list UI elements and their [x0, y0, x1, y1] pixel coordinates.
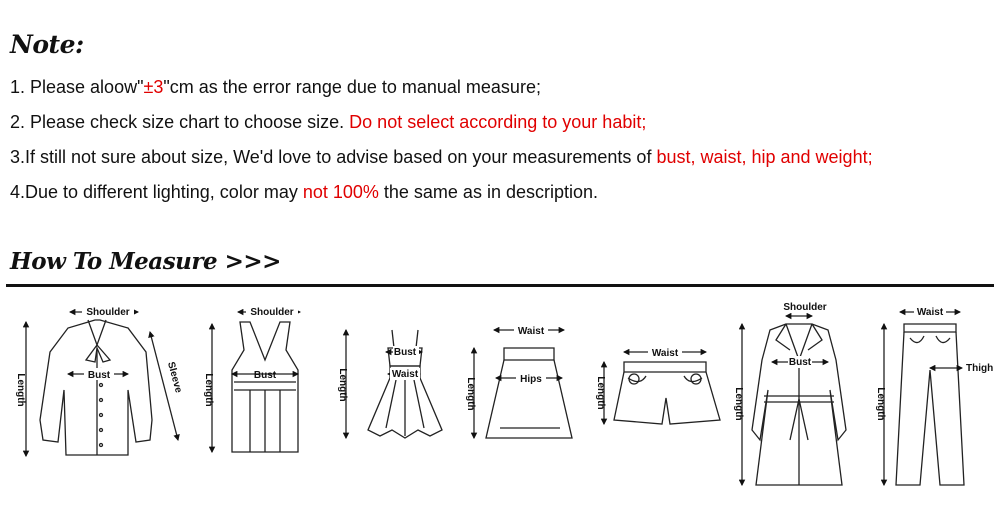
note-line-3-text-a: 3.If still not sure about size, We'd love to advise based on your measurements of — [10, 147, 657, 167]
note-line-2-text-a: 2. Please check size chart to choose size. — [10, 112, 350, 132]
pants-waist-label: Waist — [916, 307, 944, 318]
note-title: Note: — [10, 30, 84, 59]
shorts-length-label: Length — [595, 376, 606, 410]
skirt-illustration — [486, 348, 572, 438]
note-line-3 — [10, 147, 873, 168]
skirt-hips-label: Hips — [520, 374, 542, 385]
note-line-3-red-text: bust, waist, hip and weight; — [656, 147, 873, 167]
note-line-2 — [10, 112, 646, 133]
note-line-4 — [10, 182, 598, 203]
note-line-1 — [10, 77, 541, 98]
shirt-shoulder-label: Shoulder — [86, 307, 130, 318]
section-divider — [6, 284, 994, 287]
coat-length-label: Length — [733, 387, 744, 421]
pants-thigh-label: Thigh — [966, 363, 994, 374]
dress-waist-label: Waist — [391, 369, 419, 380]
note-line-1-text-b: "cm as the error range due to manual measure; — [163, 77, 541, 97]
note-line-1-red-text: ±3 — [143, 77, 164, 97]
tank-top-illustration — [232, 322, 298, 452]
skirt-waist-label: Waist — [517, 326, 545, 337]
tank-bust-label: Bust — [253, 370, 277, 381]
note-line-1-text-a: 1. Please aloow" — [10, 77, 144, 97]
pants-illustration — [896, 324, 964, 485]
shorts-waist-label: Waist — [651, 348, 679, 359]
shorts-illustration — [614, 362, 720, 424]
note-line-4-text-b: the same as in description. — [378, 182, 599, 202]
tank-length-label: Length — [203, 373, 214, 407]
tank-shoulder-label: Shoulder — [250, 307, 294, 318]
shirt-length-label: Length — [15, 373, 26, 407]
shirt-sleeve-label: Sleeve — [164, 360, 184, 395]
note-line-4-red-text: not 100% — [302, 182, 379, 202]
trench-coat-illustration — [752, 324, 846, 485]
coat-bust-label: Bust — [788, 357, 812, 368]
dress-length-label: Length — [337, 368, 348, 402]
note-line-2-red-text: Do not select according to your habit; — [349, 112, 647, 132]
coat-shoulder-label: Shoulder — [783, 302, 827, 313]
how-to-measure-title: How To Measure >>> — [10, 248, 281, 275]
shirt-illustration — [40, 320, 152, 455]
note-line-4-text-a: 4.Due to different lighting, color may — [10, 182, 303, 202]
how-to-measure-illustrations — [0, 290, 1000, 508]
shirt-bust-label: Bust — [87, 370, 111, 381]
skirt-length-label: Length — [465, 377, 476, 411]
dress-bust-label: Bust — [393, 347, 417, 358]
pants-length-label: Length — [875, 387, 886, 421]
